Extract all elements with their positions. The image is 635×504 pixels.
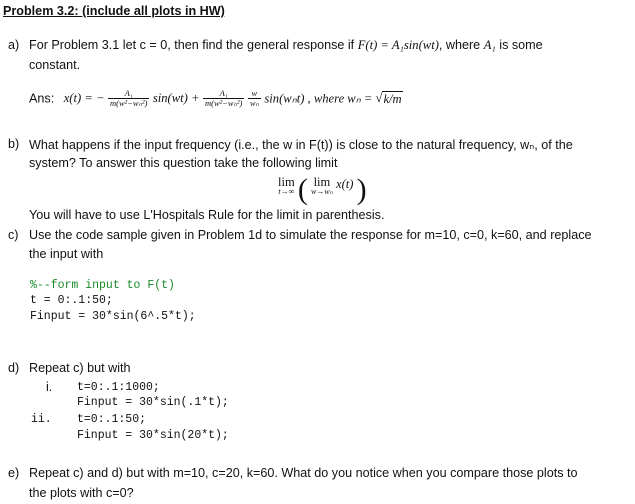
part-a-line1-pre: For Problem 3.1 let c = 0, then find the general response if [29,38,358,52]
part-a-line1-post: , where [438,38,484,52]
left-paren: ( [297,173,308,206]
outer-limit-text: lim [278,175,295,189]
code-line-finput: Finput = 30*sin(6^.5*t); [30,310,196,323]
part-a-line1-end: is some [495,38,543,52]
inner-limit-subscript: w→wₙ [310,187,333,196]
part-c-line2: the input with [29,247,104,261]
sub-item-i-code-1: t=0:.1:1000; [77,381,160,394]
part-a-line1 [29,38,543,53]
sub-item-ii-code-1: t=0:.1:50; [77,413,147,426]
part-a-force-expression: F(t) = A₁sin(wt) [357,38,439,52]
sub-item-i-code-2: Finput = 30*sin(.1*t); [77,396,229,409]
part-e-line2: the plots with c=0? [29,486,134,500]
fraction-2-numerator: A₁ [203,89,244,99]
answer-label: Ans: [29,91,55,106]
answer-fraction-2 [203,89,244,108]
problem-title: Problem 3.2: (include all plots in HW) [3,4,225,18]
part-b-line2: system? To answer this question take the following limit [29,156,338,170]
code-line-t: t = 0:.1:50; [30,294,113,307]
sqrt-content: k/m [383,91,402,106]
answer-lhs: x(t) = − [63,91,105,105]
part-e-label: e) [8,466,20,480]
fraction-1-denominator: m(w²−wₙ²) [109,98,148,108]
inner-limit-text: lim [313,175,331,189]
part-b-line3: You will have to use L'Hospitals Rule for the limit in parenthesis. [29,208,385,222]
answer-fraction-3 [248,89,261,108]
part-e-line1: Repeat c) and d) but with m=10, c=20, k=60. What do you notice when you compare those plots to [29,466,578,480]
part-d-line1: Repeat c) but with [29,361,131,375]
limit-inner-expression: x(t) [336,177,354,191]
fraction-3-denominator: wₙ [249,98,259,108]
outer-limit-subscript: t→∞ [278,187,295,196]
fraction-3-numerator: w [248,89,261,99]
part-d-label: d) [8,361,20,375]
sub-item-ii-code-2: Finput = 30*sin(20*t); [77,429,229,442]
sub-item-i-label: i. [46,380,53,394]
inner-limit [311,177,333,197]
answer-fraction-1 [108,89,149,108]
part-a-label: a) [8,38,20,52]
fraction-2-denominator: m(w²−wₙ²) [204,98,243,108]
part-a-amplitude-var: A₁ [483,38,496,52]
fraction-1-numerator: A₁ [108,89,149,99]
part-b-line1: What happens if the input frequency (i.e., the w in F(t)) is close to the natural frequency, wₙ, of the [29,138,573,152]
part-c-line1: Use the code sample given in Problem 1d to simulate the response for m=10, c=0, k=60, and replace [29,228,592,242]
sub-item-ii-label: ii. [31,413,52,426]
answer-term-2: sin(wₙt) , where wₙ = [264,91,376,106]
part-c-label: c) [8,228,19,242]
code-comment: %--form input to F(t) [30,279,175,292]
right-paren: ) [356,173,367,206]
limit-expression [278,173,367,207]
outer-limit [278,177,295,197]
part-b-label: b) [8,137,20,151]
answer-term-1: sin(wt) + [152,91,200,105]
part-a-answer: Ans: x(t) = − $\frac{\text{A₁}}{\text{m(w²−wₙ²)}}$ sin(wt) + $\frac{\text{A₁}}{\text{m(w²−wₙ²)}}$ $\frac{w}{\text{wₙ}}$ sin(wₙt) , where wₙ = √k/m [29,88,402,108]
part-a-line2: constant. [29,58,81,72]
